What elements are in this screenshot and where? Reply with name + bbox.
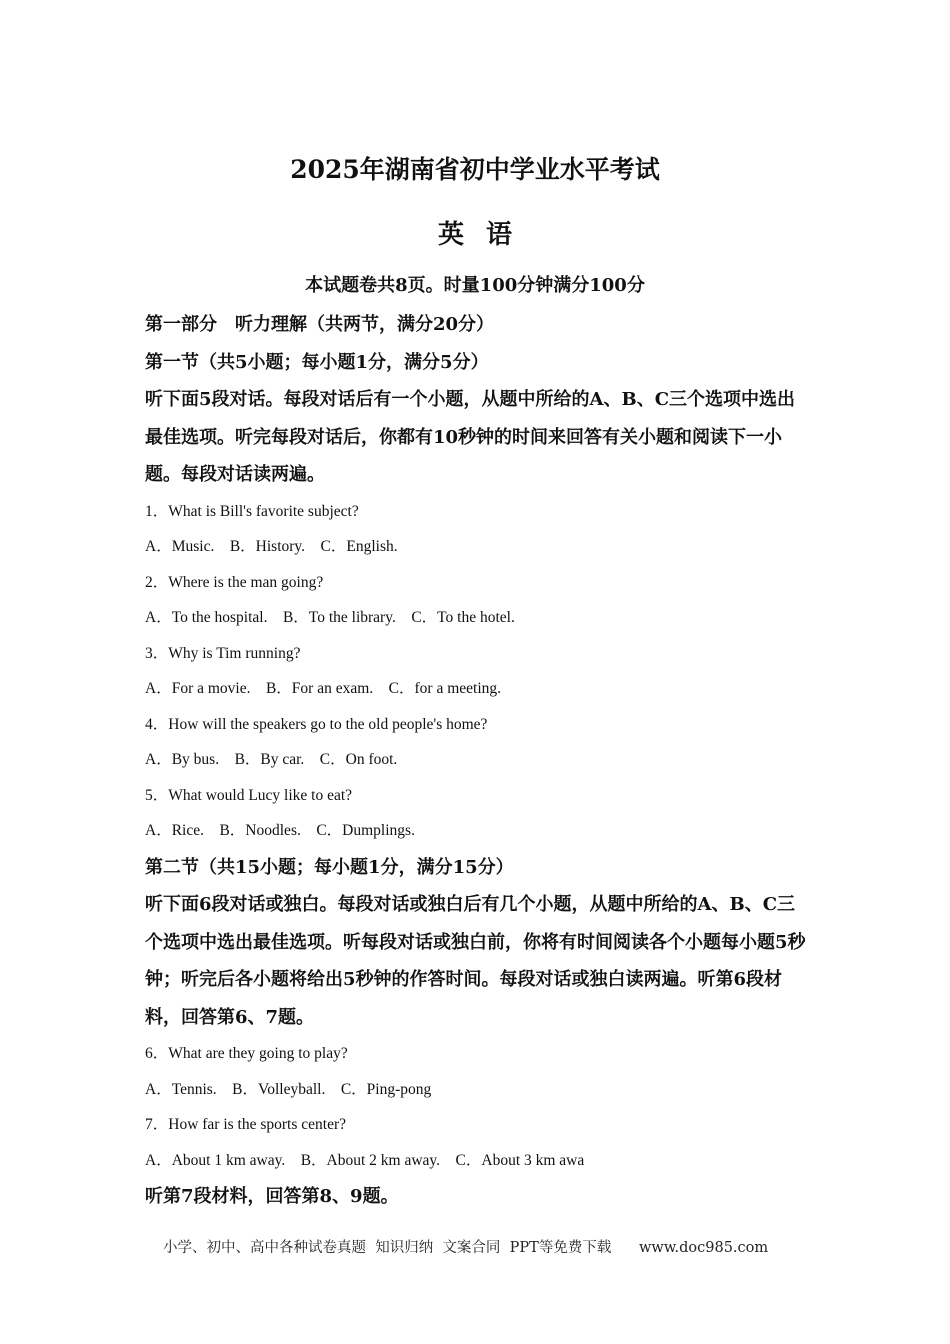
- question-6-options: A．Tennis. B．Volleyball. C．Ping-pong: [145, 1080, 432, 1098]
- exam-title: 2025年湖南省初中学业水平考试: [290, 155, 660, 184]
- exam-info: 本试题卷共8页。时量100分钟满分100分: [305, 275, 645, 296]
- section1-instructions: 听下面5段对话。每段对话后有一个小题，从题中所给的A、B、C三个选项中选出最佳选项。听完每段对话后，你都有10秒钟的时间来回答有关小题和阅读下一小题。每段对话读两遍。: [145, 389, 796, 485]
- question-1: 1．What is Bill's favorite subject?: [145, 502, 359, 520]
- question-7: 7．How far is the sports center?: [145, 1116, 347, 1133]
- footer-banner: 小学、初中、高中各种试卷真题 知识归纳 文案合同 PPT等免费下载 www.doc985.com: [163, 1240, 769, 1256]
- section1-heading: 第一节（共5小题；每小题1分，满分5分）: [145, 351, 489, 373]
- part1-heading: 第一部分 听力理解（共两节，满分20分）: [145, 314, 495, 335]
- question-3-options: A．For a movie. B．For an exam. C．for a meeting.: [145, 680, 502, 697]
- question-2: 2．Where is the man going?: [145, 573, 324, 591]
- question-6: 6．What are they going to play?: [145, 1045, 348, 1062]
- question-7-options: A．About 1 km away. B．About 2 km away. C．About 3 km awa: [145, 1151, 585, 1169]
- question-1-options: A．Music. B．History. C．English.: [145, 538, 398, 555]
- question-3: 3．Why is Tim running?: [145, 644, 301, 662]
- subject-title: 英语: [437, 220, 534, 250]
- exam-content: [145, 306, 810, 1216]
- question-2-options: A．To the hospital. B．To the library. C．To the hotel.: [145, 609, 515, 626]
- question-5: 5．What would Lucy like to eat?: [145, 786, 353, 804]
- next-material-prompt: 听第7段材料，回答第8、9题。: [145, 1186, 399, 1207]
- question-5-options: A．Rice. B．Noodles. C．Dumplings.: [145, 822, 415, 839]
- section2-heading: 第二节（共15小题；每小题1分，满分15分）: [145, 856, 514, 878]
- question-4-options: A．By bus. B．By car. C．On foot.: [145, 751, 398, 768]
- question-4: 4．How will the speakers go to the old people's home?: [145, 715, 488, 733]
- section2-instructions: 听下面6段对话或独白。每段对话或独白后有几个小题，从题中所给的A、B、C三个选项中选出最佳选项。听每段对话或独白前，你将有时间阅读各个小题每小题5秒钟；听完后各小题将给出5秒钟的作答时间。每段对话或独白读两遍。听第6段材料，回答第6、7题。: [145, 894, 806, 1028]
